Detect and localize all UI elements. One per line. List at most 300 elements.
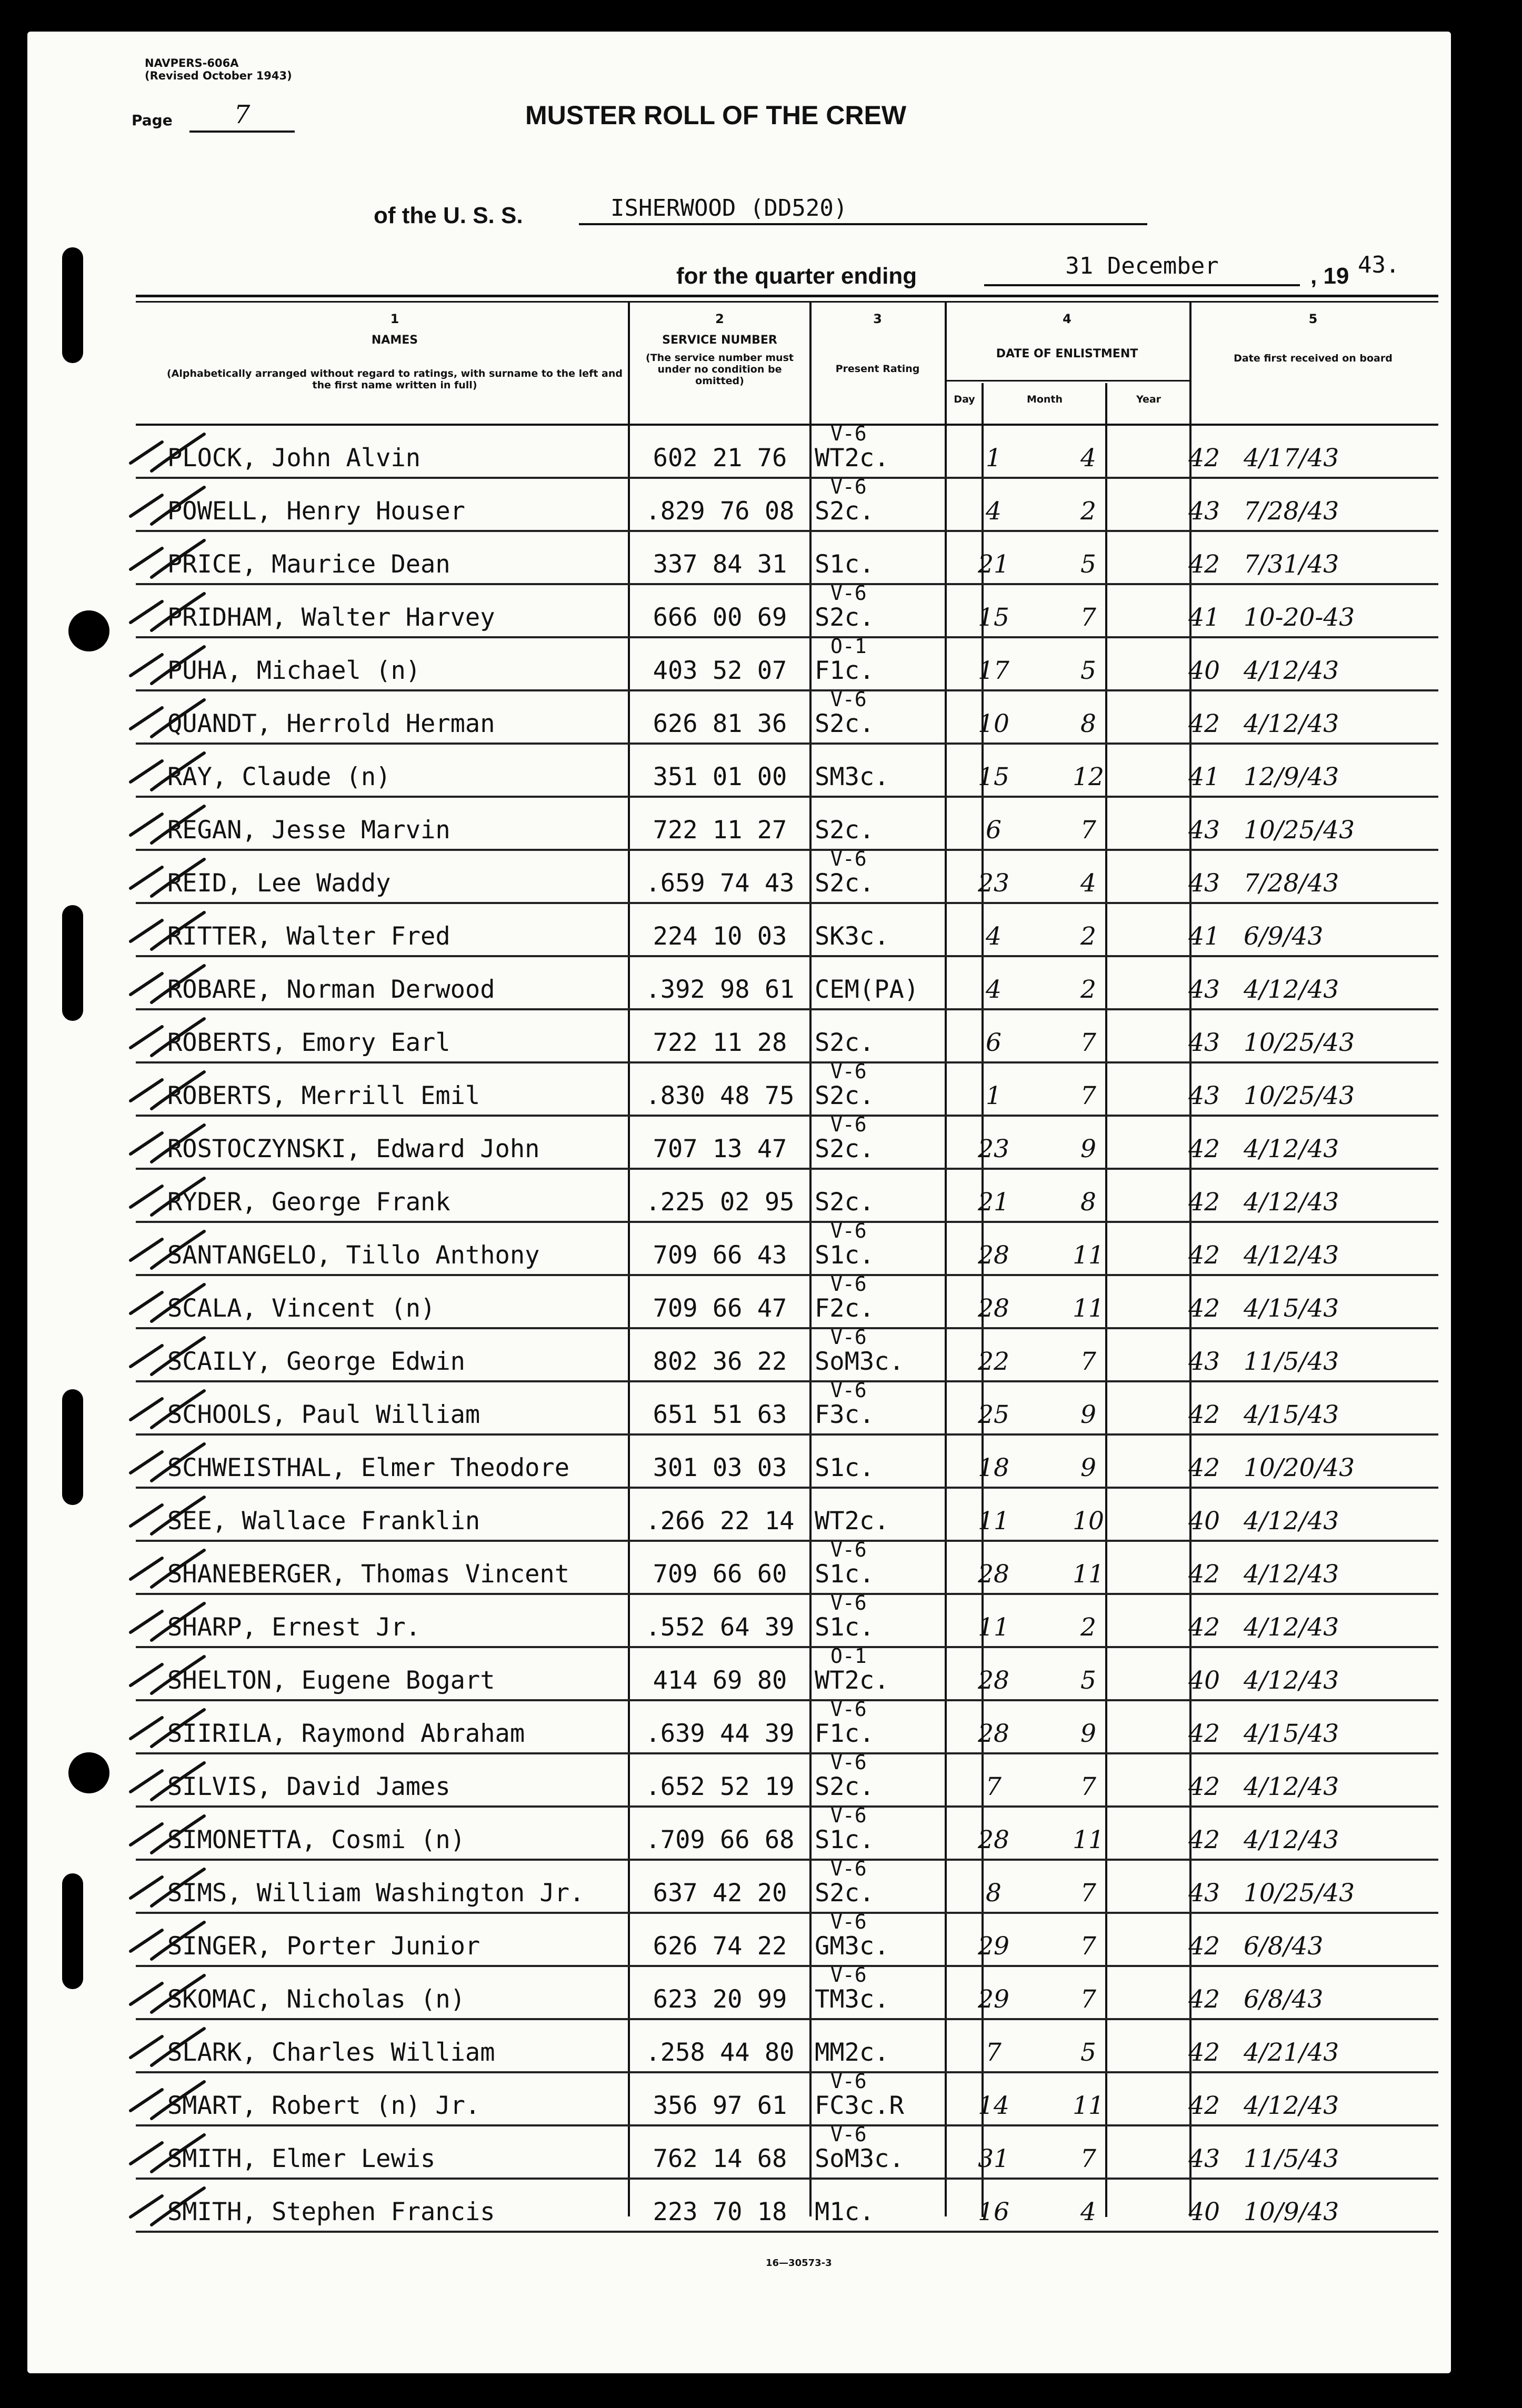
crew-name: ROBERTS, Emory Earl <box>167 1028 450 1057</box>
present-rating: S2c. <box>815 497 875 526</box>
enlistment-month: 11 <box>1073 1825 1104 1854</box>
enlistment-month: 5 <box>1080 1666 1096 1695</box>
enlistment-day: 28 <box>978 1666 1009 1695</box>
date-received: 4/15/43 <box>1244 1400 1339 1429</box>
service-number: .709 66 68 <box>645 1825 795 1854</box>
enlistment-year: 43 <box>1188 2144 1220 2173</box>
enlistment-month: 9 <box>1080 1400 1096 1429</box>
crew-name: RYDER, George Frank <box>167 1188 450 1217</box>
enlistment-day: 15 <box>978 762 1009 791</box>
enlistment-month: 8 <box>1080 1188 1096 1217</box>
enlistment-day: 29 <box>978 1985 1009 2014</box>
rating-class-prefix: V-6 <box>830 1060 867 1083</box>
enlistment-year: 42 <box>1188 2038 1220 2067</box>
date-received: 6/9/43 <box>1244 922 1324 951</box>
enlistment-day: 28 <box>978 1241 1009 1270</box>
enlistment-month: 4 <box>1080 869 1096 898</box>
service-number: 623 20 99 <box>653 1985 787 2014</box>
enlistment-day: 28 <box>978 1560 1009 1589</box>
header-bottom-rule <box>136 424 1438 426</box>
crew-name: PUHA, Michael (n) <box>167 656 421 685</box>
present-rating: WT2c. <box>815 444 889 473</box>
date-received: 6/8/43 <box>1244 1932 1324 1961</box>
enlistment-year: 43 <box>1188 869 1220 898</box>
enlistment-year: 42 <box>1188 1985 1220 2014</box>
enlistment-month: 12 <box>1073 762 1104 791</box>
column-number: 5 <box>1308 312 1318 326</box>
date-received: 4/12/43 <box>1244 1241 1339 1270</box>
table-top-rule-2 <box>136 301 1438 303</box>
present-rating: S2c. <box>815 1188 875 1217</box>
date-received: 11/5/43 <box>1244 2144 1339 2173</box>
present-rating: S2c. <box>815 1879 875 1908</box>
enlistment-year: 42 <box>1188 1294 1220 1323</box>
enlistment-month: 2 <box>1080 1613 1096 1642</box>
enlistment-year: 42 <box>1188 709 1220 738</box>
table-row <box>136 1113 1438 1170</box>
enlistment-year: 40 <box>1188 1666 1220 1695</box>
crew-name: SCHOOLS, Paul William <box>167 1400 480 1429</box>
service-number: .552 64 39 <box>645 1613 795 1642</box>
page-label: Page <box>132 112 173 129</box>
table-row <box>136 635 1438 691</box>
table-row <box>136 1219 1438 1276</box>
crew-name: ROSTOCZYNSKI, Edward John <box>167 1135 540 1163</box>
enlistment-year: 40 <box>1188 1507 1220 1536</box>
table-row <box>136 2021 1438 2073</box>
service-number: 762 14 68 <box>653 2144 787 2173</box>
enlistment-month: 7 <box>1080 1985 1096 2014</box>
table-row <box>136 1644 1438 1701</box>
enlistment-day: 17 <box>978 656 1009 685</box>
present-rating: S1c. <box>815 1453 875 1482</box>
enlistment-year: 40 <box>1188 2198 1220 2226</box>
enlistment-month: 4 <box>1080 444 1096 473</box>
crew-name: SMITH, Stephen Francis <box>167 2198 495 2226</box>
column-header-names <box>163 312 626 391</box>
present-rating: S2c. <box>815 869 875 898</box>
enlistment-month: 11 <box>1073 1294 1104 1323</box>
enlistment-month: 5 <box>1080 2038 1096 2067</box>
enlistment-day: 29 <box>978 1932 1009 1961</box>
form-revision: (Revised October 1943) <box>145 69 292 82</box>
rating-class-prefix: V-6 <box>830 1751 867 1774</box>
enlistment-year: 43 <box>1188 1879 1220 1908</box>
table-row <box>136 1698 1438 1754</box>
enlistment-day: 4 <box>986 497 1002 526</box>
enlistment-year: 43 <box>1188 1347 1220 1376</box>
enlistment-month: 11 <box>1073 1560 1104 1589</box>
date-received: 4/12/43 <box>1244 656 1339 685</box>
present-rating: SM3c. <box>815 762 889 791</box>
rating-class-prefix: V-6 <box>830 1379 867 1402</box>
present-rating: S2c. <box>815 816 875 845</box>
date-received: 4/12/43 <box>1244 1613 1339 1642</box>
enlistment-day: 1 <box>986 444 1002 473</box>
column-title: Date first received on board <box>1234 353 1393 364</box>
enlistment-month: 7 <box>1080 1081 1096 1110</box>
date-received: 4/12/43 <box>1244 2091 1339 2120</box>
rating-class-prefix: V-6 <box>830 475 867 498</box>
present-rating: TM3c. <box>815 1985 889 2014</box>
enlistment-year: 42 <box>1188 1241 1220 1270</box>
rating-class-prefix: V-6 <box>830 1591 867 1614</box>
enlistment-day: 25 <box>978 1400 1009 1429</box>
rating-class-prefix: V-6 <box>830 1326 867 1349</box>
table-top-rule <box>136 295 1438 297</box>
rating-class-prefix: O-1 <box>830 635 867 658</box>
enlistment-day: 1 <box>986 1081 1002 1110</box>
rating-class-prefix: V-6 <box>830 1804 867 1827</box>
crew-name: ROBERTS, Merrill Emil <box>167 1081 480 1110</box>
date-received: 7/28/43 <box>1244 869 1339 898</box>
enlistment-year-header: Year <box>1136 394 1161 405</box>
year-prefix: , 19 <box>1310 263 1349 289</box>
crew-name: SCALA, Vincent (n) <box>167 1294 436 1323</box>
table-row <box>136 1910 1438 1967</box>
enlistment-month: 7 <box>1080 1879 1096 1908</box>
enlistment-month: 7 <box>1080 816 1096 845</box>
crew-name: SIIRILA, Raymond Abraham <box>167 1719 525 1748</box>
present-rating: F1c. <box>815 656 875 685</box>
crew-name: SCHWEISTHAL, Elmer Theodore <box>167 1453 570 1482</box>
ship-label: of the U. S. S. <box>374 203 523 228</box>
rating-class-prefix: V-6 <box>830 1538 867 1561</box>
date-received: 7/28/43 <box>1244 497 1339 526</box>
column-title: DATE OF ENLISTMENT <box>996 347 1138 360</box>
enlistment-month-header: Month <box>1026 394 1063 405</box>
enlistment-year: 41 <box>1188 762 1220 791</box>
table-row <box>136 1489 1438 1542</box>
table-row <box>136 1857 1438 1914</box>
present-rating: SoM3c. <box>815 1347 904 1376</box>
enlistment-month: 4 <box>1080 2198 1096 2226</box>
table-row <box>136 581 1438 638</box>
service-number: 337 84 31 <box>653 550 787 579</box>
enlistment-day: 7 <box>986 2038 1002 2067</box>
rating-class-prefix: V-6 <box>830 2070 867 2093</box>
binder-clip <box>62 247 83 363</box>
ship-name: ISHERWOOD (DD520) <box>579 195 1147 225</box>
crew-name: REGAN, Jesse Marvin <box>167 816 450 845</box>
enlistment-month: 7 <box>1080 1028 1096 1057</box>
service-number: .392 98 61 <box>645 975 795 1004</box>
rating-class-prefix: V-6 <box>830 1910 867 1933</box>
enlistment-month: 10 <box>1073 1507 1104 1536</box>
binder-clip <box>62 1389 83 1505</box>
enlistment-day: 28 <box>978 1294 1009 1323</box>
quarter-date: 31 December <box>984 253 1300 286</box>
enlistment-day: 7 <box>986 1772 1002 1801</box>
table-row <box>136 475 1438 532</box>
crew-name: SHARP, Ernest Jr. <box>167 1613 421 1642</box>
present-rating: SoM3c. <box>815 2144 904 2173</box>
service-number: 709 66 60 <box>653 1560 787 1589</box>
enlistment-year: 42 <box>1188 1772 1220 1801</box>
date-received: 4/12/43 <box>1244 1135 1339 1163</box>
crew-name: SHELTON, Eugene Bogart <box>167 1666 495 1695</box>
date-received: 4/12/43 <box>1244 709 1339 738</box>
crew-name: QUANDT, Herrold Herman <box>167 709 495 738</box>
present-rating: GM3c. <box>815 1932 889 1961</box>
date-received: 10/20/43 <box>1244 1453 1355 1482</box>
service-number: .829 76 08 <box>645 497 795 526</box>
service-number: 351 01 00 <box>653 762 787 791</box>
rating-class-prefix: V-6 <box>830 1698 867 1721</box>
enlistment-month: 7 <box>1080 2144 1096 2173</box>
enlistment-year: 43 <box>1188 816 1220 845</box>
enlistment-month: 9 <box>1080 1719 1096 1748</box>
table-row <box>136 1804 1438 1861</box>
column-header-rating <box>813 312 942 375</box>
crew-name: POWELL, Henry Houser <box>167 497 465 526</box>
table-row <box>136 2070 1438 2126</box>
rating-class-prefix: V-6 <box>830 847 867 870</box>
present-rating: M1c. <box>815 2198 875 2226</box>
table-row <box>136 1436 1438 1489</box>
enlistment-month: 11 <box>1073 1241 1104 1270</box>
service-number: 709 66 43 <box>653 1241 787 1270</box>
date-received: 4/12/43 <box>1244 1825 1339 1854</box>
rating-class-prefix: V-6 <box>830 422 867 445</box>
enlistment-day-header: Day <box>954 394 975 405</box>
table-row <box>136 2123 1438 2180</box>
rating-class-prefix: V-6 <box>830 1857 867 1880</box>
enlistment-day: 16 <box>978 2198 1009 2226</box>
enlistment-year: 42 <box>1188 1188 1220 1217</box>
service-number: 223 70 18 <box>653 2198 787 2226</box>
enlistment-month: 2 <box>1080 975 1096 1004</box>
enlistment-day: 4 <box>986 975 1002 1004</box>
rating-class-prefix: V-6 <box>830 1272 867 1296</box>
service-number: 224 10 03 <box>653 922 787 951</box>
enlistment-month: 7 <box>1080 603 1096 632</box>
crew-name: SMITH, Elmer Lewis <box>167 2144 436 2173</box>
enlistment-month: 7 <box>1080 1932 1096 1961</box>
table-row <box>136 798 1438 851</box>
rating-class-prefix: V-6 <box>830 581 867 605</box>
column-header-service-number <box>632 312 808 387</box>
enlistment-year: 42 <box>1188 1825 1220 1854</box>
enlistment-month: 7 <box>1080 1347 1096 1376</box>
service-number: 666 00 69 <box>653 603 787 632</box>
date-received: 12/9/43 <box>1244 762 1339 791</box>
enlistment-day: 11 <box>978 1507 1009 1536</box>
binder-clip <box>62 1873 83 1989</box>
present-rating: FC3c.R <box>815 2091 904 2120</box>
crew-name: PRICE, Maurice Dean <box>167 550 450 579</box>
service-number: 722 11 27 <box>653 816 787 845</box>
date-received: 10/9/43 <box>1244 2198 1339 2226</box>
present-rating: SK3c. <box>815 922 889 951</box>
date-received: 10-20-43 <box>1244 603 1355 632</box>
enlistment-year: 43 <box>1188 497 1220 526</box>
enlistment-day: 21 <box>978 550 1009 579</box>
table-row <box>136 1538 1438 1595</box>
present-rating: WT2c. <box>815 1507 889 1536</box>
enlistment-year: 40 <box>1188 656 1220 685</box>
enlistment-year: 43 <box>1188 975 1220 1004</box>
service-number: 651 51 63 <box>653 1400 787 1429</box>
date-received: 10/25/43 <box>1244 1028 1355 1057</box>
rating-class-prefix: V-6 <box>830 1219 867 1242</box>
crew-name: SANTANGELO, Tillo Anthony <box>167 1241 540 1270</box>
service-number: 722 11 28 <box>653 1028 787 1057</box>
page-title: MUSTER ROLL OF THE CREW <box>525 101 907 130</box>
enlistment-year: 43 <box>1188 1028 1220 1057</box>
enlistment-day: 4 <box>986 922 1002 951</box>
table-row <box>136 1963 1438 2020</box>
date-received: 11/5/43 <box>1244 1347 1339 1376</box>
enlistment-year: 42 <box>1188 1453 1220 1482</box>
enlistment-month: 7 <box>1080 1772 1096 1801</box>
column-title: Present Rating <box>835 363 920 375</box>
date-received: 6/8/43 <box>1244 1985 1324 2014</box>
table-row <box>136 533 1438 585</box>
service-number: .830 48 75 <box>645 1081 795 1110</box>
table-row <box>136 745 1438 798</box>
table-row <box>136 905 1438 957</box>
enlistment-year: 41 <box>1188 603 1220 632</box>
present-rating: S2c. <box>815 709 875 738</box>
punch-hole-bottom <box>68 1752 109 1793</box>
crew-name: RITTER, Walter Fred <box>167 922 450 951</box>
enlistment-month: 5 <box>1080 656 1096 685</box>
column-title: SERVICE NUMBER <box>662 334 777 347</box>
service-number: 707 13 47 <box>653 1135 787 1163</box>
table-row <box>136 1272 1438 1329</box>
binder-clip <box>62 905 83 1021</box>
service-number: 626 74 22 <box>653 1932 787 1961</box>
quarter-label: for the quarter ending <box>676 263 917 289</box>
form-identifier <box>145 57 292 82</box>
column-number: 4 <box>1063 312 1072 326</box>
table-row <box>136 1011 1438 1063</box>
enlistment-month: 5 <box>1080 550 1096 579</box>
crew-name: SMART, Robert (n) Jr. <box>167 2091 480 2120</box>
table-row <box>136 688 1438 745</box>
enlistment-year: 43 <box>1188 1081 1220 1110</box>
enlistment-day: 23 <box>978 1135 1009 1163</box>
crew-name: ROBARE, Norman Derwood <box>167 975 495 1004</box>
rating-class-prefix: V-6 <box>830 1113 867 1136</box>
enlistment-year: 42 <box>1188 1719 1220 1748</box>
service-number: 637 42 20 <box>653 1879 787 1908</box>
service-number: .652 52 19 <box>645 1772 795 1801</box>
date-received: 4/17/43 <box>1244 444 1339 473</box>
enlistment-day: 14 <box>978 2091 1009 2120</box>
date-received: 10/25/43 <box>1244 1879 1355 1908</box>
enlistment-year: 42 <box>1188 550 1220 579</box>
present-rating: S1c. <box>815 1241 875 1270</box>
date-received: 4/12/43 <box>1244 1772 1339 1801</box>
present-rating: S2c. <box>815 603 875 632</box>
column-header-received <box>1192 312 1434 364</box>
date-received: 4/12/43 <box>1244 975 1339 1004</box>
crew-name: SEE, Wallace Franklin <box>167 1507 480 1536</box>
column-number: 1 <box>390 312 399 326</box>
column-title: NAMES <box>371 334 418 347</box>
column-number: 3 <box>873 312 882 326</box>
service-number: 709 66 47 <box>653 1294 787 1323</box>
enlistment-day: 11 <box>978 1613 1009 1642</box>
present-rating: S1c. <box>815 550 875 579</box>
enlistment-month: 2 <box>1080 497 1096 526</box>
crew-name: PLOCK, John Alvin <box>167 444 421 473</box>
crew-name: SLARK, Charles William <box>167 2038 495 2067</box>
enlistment-day: 6 <box>986 816 1002 845</box>
enlistment-month: 8 <box>1080 709 1096 738</box>
enlistment-day: 6 <box>986 1028 1002 1057</box>
enlistment-year: 42 <box>1188 1400 1220 1429</box>
present-rating: S2c. <box>815 1135 875 1163</box>
enlistment-year: 42 <box>1188 1560 1220 1589</box>
rating-class-prefix: O-1 <box>830 1644 867 1668</box>
present-rating: S2c. <box>815 1772 875 1801</box>
date-received: 4/15/43 <box>1244 1294 1339 1323</box>
service-number: .266 22 14 <box>645 1507 795 1536</box>
crew-name: SKOMAC, Nicholas (n) <box>167 1985 465 2014</box>
enlistment-year: 42 <box>1188 1135 1220 1163</box>
table-row <box>136 1170 1438 1223</box>
present-rating: F3c. <box>815 1400 875 1429</box>
date-received: 10/25/43 <box>1244 1081 1355 1110</box>
enlistment-day: 18 <box>978 1453 1009 1482</box>
crew-name: SILVIS, David James <box>167 1772 450 1801</box>
enlistment-subheader-rule <box>945 380 1189 382</box>
rating-class-prefix: V-6 <box>830 2123 867 2146</box>
crew-name: RAY, Claude (n) <box>167 762 391 791</box>
crew-name: SIMS, William Washington Jr. <box>167 1879 585 1908</box>
present-rating: F1c. <box>815 1719 875 1748</box>
enlistment-day: 28 <box>978 1719 1009 1748</box>
enlistment-day: 23 <box>978 869 1009 898</box>
table-row <box>136 1591 1438 1648</box>
enlistment-month: 9 <box>1080 1453 1096 1482</box>
column-note: (The service number must under no condition be omitted) <box>646 352 794 387</box>
service-number: .639 44 39 <box>645 1719 795 1748</box>
table-row <box>136 1751 1438 1808</box>
service-number: .659 74 43 <box>645 869 795 898</box>
form-number: NAVPERS-606A <box>145 57 239 69</box>
service-number: 301 03 03 <box>653 1453 787 1482</box>
date-received: 4/12/43 <box>1244 1560 1339 1589</box>
enlistment-day: 28 <box>978 1825 1009 1854</box>
table-row <box>136 958 1438 1010</box>
present-rating: S2c. <box>815 1081 875 1110</box>
service-number: 414 69 80 <box>653 1666 787 1695</box>
date-received: 7/31/43 <box>1244 550 1339 579</box>
present-rating: MM2c. <box>815 2038 889 2067</box>
enlistment-day: 21 <box>978 1188 1009 1217</box>
date-received: 10/25/43 <box>1244 816 1355 845</box>
present-rating: S2c. <box>815 1028 875 1057</box>
enlistment-day: 8 <box>986 1879 1002 1908</box>
service-number: 356 97 61 <box>653 2091 787 2120</box>
punch-hole-top <box>68 610 109 651</box>
enlistment-year: 42 <box>1188 1932 1220 1961</box>
enlistment-month: 2 <box>1080 922 1096 951</box>
date-received: 4/21/43 <box>1244 2038 1339 2067</box>
page-number: 7 <box>189 100 295 133</box>
service-number: 602 21 76 <box>653 444 787 473</box>
date-received: 4/15/43 <box>1244 1719 1339 1748</box>
column-note: (Alphabetically arranged without regard to ratings, with surname to the left and the first name written in full) <box>167 368 623 391</box>
crew-name: SIMONETTA, Cosmi (n) <box>167 1825 465 1854</box>
present-rating: S1c. <box>815 1825 875 1854</box>
date-received: 4/12/43 <box>1244 1507 1339 1536</box>
table-row <box>136 422 1438 479</box>
